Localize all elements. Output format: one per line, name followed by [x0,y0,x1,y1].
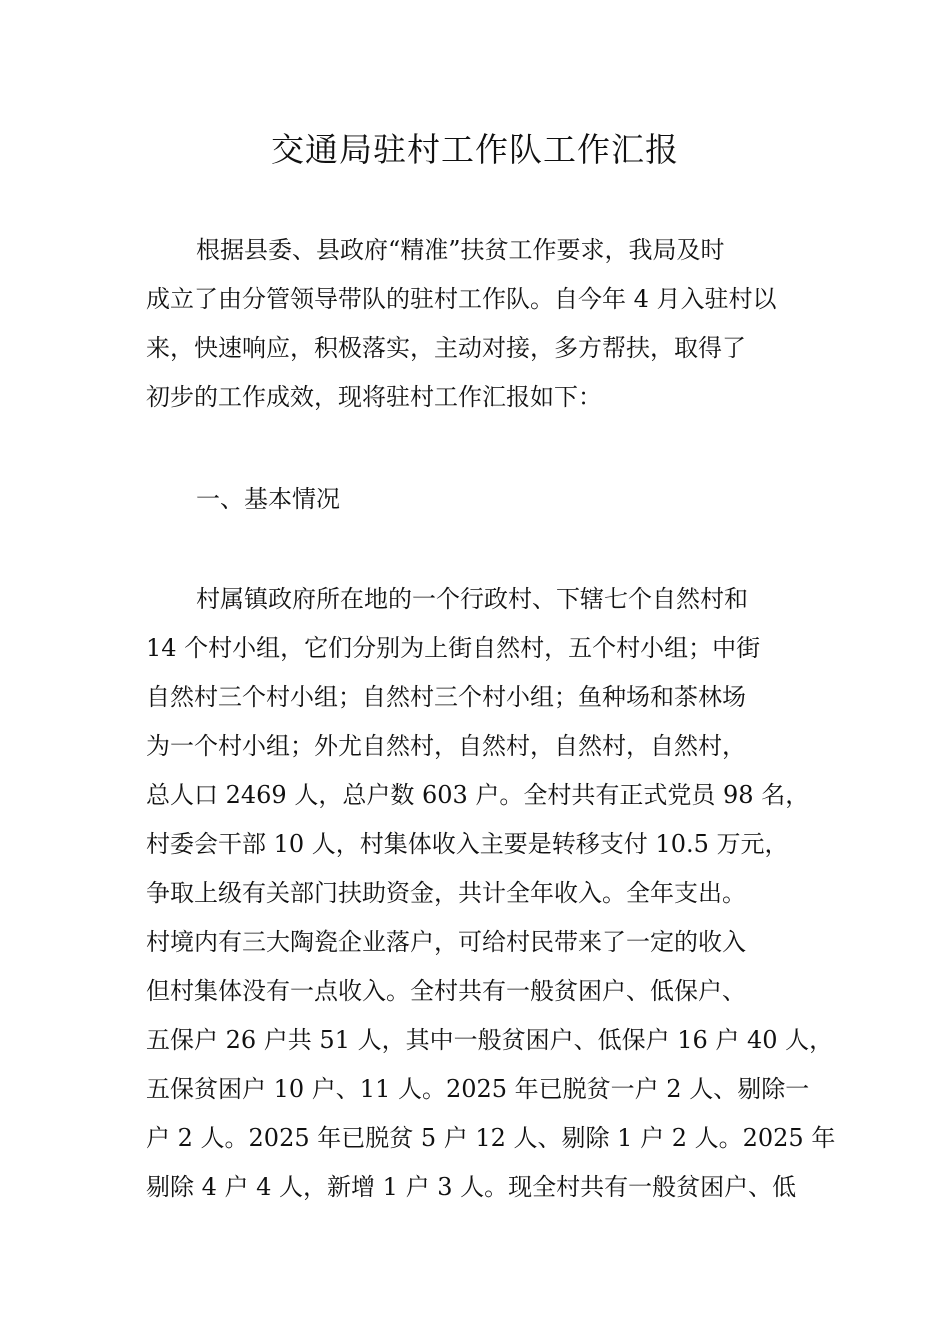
paragraph-line: 成立了由分管领导带队的驻村工作队。自今年 4 月入驻村以 [146,285,777,313]
paragraph-line: 争取上级有关部门扶助资金，共计全年收入。全年支出。 [146,879,746,907]
intro-paragraph [146,226,812,422]
paragraph-line: 但村集体没有一点收入。全村共有一般贫困户、低保户、 [146,977,746,1005]
paragraph-line: 初步的工作成效，现将驻村工作汇报如下： [146,383,602,411]
body-paragraph [146,575,836,1212]
paragraph-line: 村属镇政府所在地的一个行政村、下辖七个自然村和 [196,585,748,613]
paragraph-line: 户 2 人。2025 年已脱贫 5 户 12 人、剔除 1 户 2 人。2025 年 [146,1124,836,1152]
paragraph-line: 五保贫困户 10 户、11 人。2025 年已脱贫一户 2 人、剔除一 [146,1075,810,1103]
paragraph-line: 总人口 2469 人，总户数 603 户。全村共有正式党员 98 名， [146,781,810,809]
paragraph-line: 来，快速响应，积极落实，主动对接，多方帮扶，取得了 [146,334,746,362]
paragraph-line: 为一个村小组；外尤自然村，自然村，自然村，自然村， [146,732,746,760]
paragraph-line: 自然村三个村小组；自然村三个村小组；鱼种场和茶林场 [146,683,746,711]
paragraph-line: 五保户 26 户共 51 人，其中一般贫困户、低保户 16 户 40 人， [146,1026,834,1054]
paragraph-line: 根据县委、县政府“精准”扶贫工作要求，我局及时 [196,236,725,264]
paragraph-line: 剔除 4 户 4 人，新增 1 户 3 人。现全村共有一般贫困户、低 [146,1173,797,1201]
paragraph-line: 村委会干部 10 人，村集体收入主要是转移支付 10.5 万元， [146,830,789,858]
section-heading-text: 一、基本情况 [196,485,340,513]
page-title: 交通局驻村工作队工作汇报 [271,130,679,169]
paragraph-line: 14 个村小组，它们分别为上街自然村，五个村小组；中街 [146,634,761,662]
paragraph-line: 村境内有三大陶瓷企业落户，可给村民带来了一定的收入 [146,928,746,956]
section-heading [146,475,812,524]
